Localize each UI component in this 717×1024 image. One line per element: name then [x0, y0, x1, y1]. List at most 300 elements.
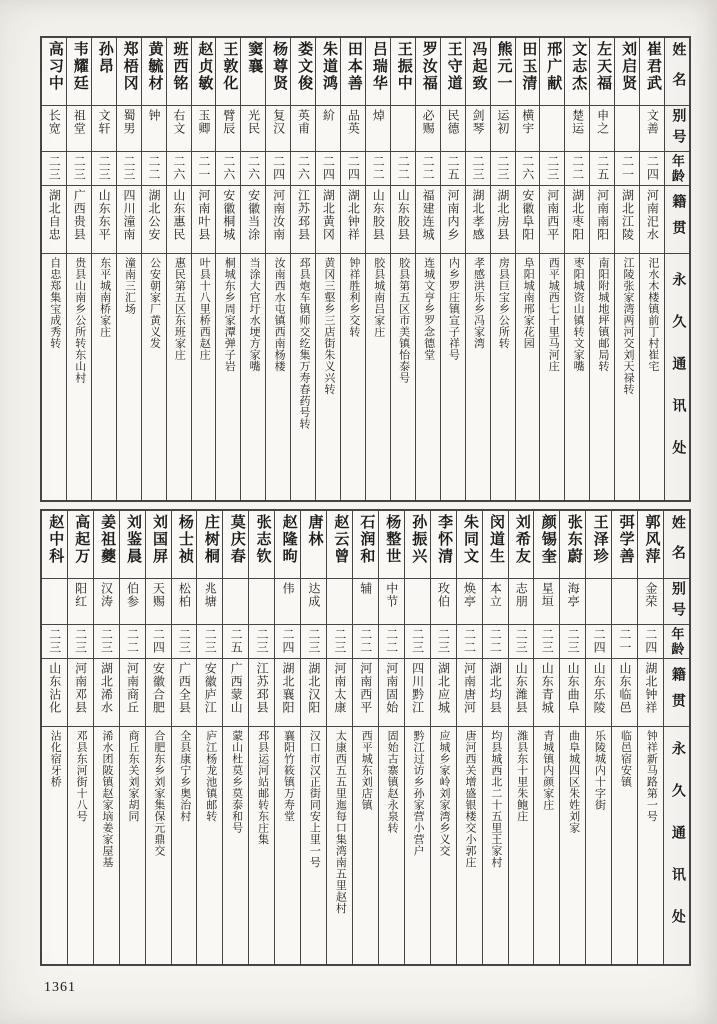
entry-native: 湖北公安: [146, 189, 161, 241]
entry-name: 田玉清: [520, 41, 537, 92]
entry-cell-address: [431, 727, 456, 964]
entry-cell-address: [457, 727, 482, 964]
entry-cell-alias: [534, 579, 559, 625]
entry-cell-alias: [291, 106, 315, 152]
entry-name: 杨尊贤: [271, 41, 288, 92]
entry-cell-alias: [341, 106, 365, 152]
column-header-address: 永久通讯处: [669, 740, 685, 951]
entry-column: [533, 511, 559, 964]
entry-cell-native: [379, 659, 404, 727]
entry-address: 均县城西北二十五里王家村: [489, 730, 502, 868]
entry-column: [42, 511, 67, 964]
entry-name: 张志钦: [254, 514, 271, 565]
entry-cell-native: [640, 186, 664, 254]
entry-cell-name: [466, 38, 490, 106]
entry-name: 韦耀廷: [71, 41, 88, 92]
entry-cell-name: [590, 38, 614, 106]
entry-address: 桐城东乡周家潭弹子岩: [223, 257, 236, 372]
entry-cell-alias: [516, 106, 540, 152]
entry-column: [240, 38, 265, 500]
entry-cell-alias: [67, 106, 91, 152]
entry-cell-native: [457, 659, 482, 727]
entry-name: 高习中: [46, 41, 63, 92]
entry-cell-name: [275, 511, 300, 579]
header-cell-name: [664, 511, 689, 579]
entry-column: [265, 38, 290, 500]
entry-name: 朱道鸿: [321, 41, 337, 92]
entry-name: 左天福: [595, 41, 612, 92]
entry-cell-address: [540, 254, 564, 500]
entry-age: 二四: [592, 628, 607, 654]
entry-cell-age: [167, 152, 191, 186]
entry-name: 窦襄: [246, 41, 263, 75]
entry-age: 二三: [99, 628, 114, 654]
entry-age: 二二: [146, 155, 161, 181]
entry-cell-age: [379, 625, 404, 659]
entry-cell-alias: [491, 106, 515, 152]
entry-cell-native: [94, 659, 119, 727]
entry-cell-age: [117, 152, 141, 186]
entry-age: 二四: [281, 628, 295, 654]
entry-alias: 焯: [371, 109, 386, 122]
entry-alias: 英甫: [296, 109, 311, 135]
entry-column: [614, 38, 639, 500]
entry-cell-native: [67, 186, 91, 254]
entry-column: [404, 511, 430, 964]
column-header-native: 籍贯: [670, 193, 686, 246]
entry-address: 汜水木楼镇前丁村崔宅: [646, 257, 659, 372]
entry-name: 邢广献: [545, 41, 562, 92]
entry-cell-alias: [586, 579, 611, 625]
entry-cell-native: [120, 659, 145, 727]
entry-cell-native: [301, 659, 326, 727]
entry-address: 枣阳城资山镇转文家嘴: [572, 257, 585, 372]
entry-native: 安徽庐江: [203, 662, 218, 714]
entry-name: 弭学善: [617, 514, 634, 565]
entry-address: 曲阜城四区朱姓刘家: [567, 730, 580, 834]
entry-cell-name: [42, 511, 67, 579]
entry-age: 二二: [125, 628, 140, 654]
entry-cell-native: [223, 659, 248, 727]
entry-name: 刘国屏: [150, 514, 167, 565]
entry-cell-name: [534, 511, 559, 579]
entry-cell-address: [216, 254, 240, 500]
entry-address: 房县巨宝乡公所转: [497, 257, 510, 349]
entry-cell-age: [491, 152, 515, 186]
entry-native: 河南太康: [332, 662, 347, 714]
entry-column: [171, 511, 197, 964]
entry-cell-alias: [431, 579, 456, 625]
entry-age: 二一: [617, 628, 632, 654]
entry-column: [248, 511, 274, 964]
entry-native: 湖北房县: [495, 189, 510, 241]
entry-cell-address: [516, 254, 540, 500]
entry-name: 吕瑞华: [370, 41, 387, 92]
entry-address: 胶县城南吕家庄: [372, 257, 385, 338]
entry-name: 郑梧冈: [121, 41, 138, 92]
entry-cell-alias: [366, 106, 390, 152]
entry-cell-native: [534, 659, 559, 727]
entry-native: 山东惠民: [171, 189, 186, 241]
entry-cell-age: [366, 152, 390, 186]
entry-cell-name: [249, 511, 274, 579]
entry-age: 二三: [470, 155, 485, 181]
entry-age: 二三: [410, 628, 425, 654]
header-cell-address: [665, 254, 689, 500]
entry-column: [390, 38, 415, 500]
entry-cell-alias: [590, 106, 614, 152]
entry-native: 湖北浠水: [99, 662, 114, 714]
entry-cell-age: [516, 152, 540, 186]
entry-address: 惠民第五区东班家庄: [173, 257, 186, 361]
entry-age: 二四: [346, 155, 361, 181]
entry-cell-native: [366, 186, 390, 254]
entry-column: [116, 38, 141, 500]
entry-column: [515, 38, 540, 500]
entry-cell-alias: [172, 579, 197, 625]
entry-cell-name: [172, 511, 197, 579]
entry-name: 刘希友: [513, 514, 530, 565]
entry-native: 湖北应城: [436, 662, 451, 714]
entry-cell-address: [327, 727, 352, 964]
entry-cell-name: [431, 511, 456, 579]
entry-age: 二三: [47, 628, 62, 654]
entry-cell-native: [416, 186, 440, 254]
entry-native: 湖北孝感: [470, 189, 485, 241]
entry-cell-name: [509, 511, 534, 579]
entry-cell-address: [42, 254, 66, 500]
entry-column: [340, 38, 365, 500]
entry-address: 沾化宿牙桥: [49, 730, 62, 788]
entry-cell-name: [516, 38, 540, 106]
entry-address: 西平城西七十里马河庄: [547, 257, 560, 372]
entry-cell-age: [612, 625, 637, 659]
entry-name: 娄文俊: [296, 41, 313, 92]
entry-native: 河南唐河: [462, 662, 477, 714]
entry-cell-age: [615, 152, 639, 186]
entry-cell-alias: [216, 106, 240, 152]
entry-column: [482, 511, 508, 964]
header-cell-age: [664, 625, 689, 659]
entry-cell-native: [146, 659, 171, 727]
entry-cell-name: [94, 511, 119, 579]
entry-alias: 必赐: [421, 109, 436, 135]
entry-name: 王守道: [445, 41, 462, 92]
entry-address: 邳县炮车镇师交纥集万寿春药号转: [297, 257, 310, 430]
entry-name: 田本善: [345, 41, 362, 92]
entry-column: [365, 38, 390, 500]
entry-native: 河南西平: [358, 662, 373, 714]
entry-name: 赵隆昫: [280, 514, 297, 565]
entry-name: 赵贞敏: [196, 41, 213, 92]
entry-cell-alias: [391, 106, 415, 152]
entry-native: 安徽阜阳: [520, 189, 535, 241]
entry-cell-native: [142, 186, 166, 254]
entry-alias: 光民: [246, 109, 261, 135]
entry-cell-native: [353, 659, 378, 727]
entry-name: 班西铭: [171, 41, 188, 92]
entry-name: 罗汝福: [420, 41, 437, 92]
entry-cell-address: [560, 727, 585, 964]
entry-column: [166, 38, 191, 500]
entry-age: 二五: [446, 155, 461, 181]
entry-address: 孝感洪乐乡冯家湾: [472, 257, 485, 349]
entry-cell-alias: [483, 579, 508, 625]
entry-address: 钟祥胜利乡交转: [347, 257, 360, 338]
entry-age: 二三: [72, 155, 87, 181]
entry-cell-native: [291, 186, 315, 254]
entry-cell-age: [353, 625, 378, 659]
column-header-address: 永久通讯处: [670, 272, 686, 482]
entry-cell-name: [92, 38, 116, 106]
entry-cell-address: [391, 254, 415, 500]
entry-column: [508, 511, 534, 964]
entry-address: 黄冈三壑乡三店街朱义兴转: [322, 257, 335, 395]
entry-alias: 运初: [495, 109, 510, 135]
entry-address: 商丘东关刘家胡同: [126, 730, 139, 822]
entry-cell-address: [241, 254, 265, 500]
entry-cell-native: [638, 659, 663, 727]
entry-age: 二三: [514, 628, 529, 654]
entry-alias: 伯参: [125, 582, 140, 608]
entry-name: 莫庆春: [228, 514, 245, 565]
entry-age: 二四: [151, 628, 166, 654]
entry-alias: 申之: [595, 109, 610, 135]
entry-native: 广西贵县: [72, 189, 87, 241]
entry-address: 邳县运河站邮转东庄集: [256, 730, 269, 845]
directory-table-top: [40, 36, 691, 502]
entry-address: 邓县东河街十八号: [75, 730, 88, 822]
entry-column: [378, 511, 404, 964]
entry-address: 内乡罗庄镇宣子祥号: [447, 257, 460, 361]
entry-cell-name: [586, 511, 611, 579]
entry-address: 连城文亨乡罗念德堂: [422, 257, 435, 361]
entry-cell-address: [612, 727, 637, 964]
entry-native: 山东潍县: [514, 662, 529, 714]
column-header-age: 年龄: [669, 626, 685, 657]
entry-name: 冯起致: [470, 41, 487, 92]
entry-cell-age: [457, 625, 482, 659]
entry-cell-native: [249, 659, 274, 727]
directory-table-bottom: [40, 509, 691, 966]
entry-name: 颜锡奎: [539, 514, 556, 565]
entry-cell-address: [223, 727, 248, 964]
entry-age: 二六: [221, 155, 236, 181]
entry-cell-native: [405, 659, 430, 727]
entry-native: 河南叶县: [196, 189, 211, 241]
entry-age: 二一: [620, 155, 635, 181]
entry-cell-alias: [640, 106, 664, 152]
entry-cell-address: [197, 727, 222, 964]
entry-cell-name: [457, 511, 482, 579]
entry-column: [66, 38, 91, 500]
entry-alias: 金荣: [643, 582, 658, 608]
entry-cell-native: [483, 659, 508, 727]
entry-cell-alias: [266, 106, 290, 152]
entry-cell-native: [172, 659, 197, 727]
entry-cell-address: [291, 254, 315, 500]
entry-cell-address: [586, 727, 611, 964]
entry-cell-native: [42, 659, 67, 727]
entry-name: 崔君武: [644, 41, 661, 92]
entry-native: 山东临邑: [617, 662, 632, 714]
entry-column: [191, 38, 216, 500]
entry-native: 河南西平: [545, 189, 560, 241]
entry-cell-alias: [466, 106, 490, 152]
header-cell-alias: [664, 579, 689, 625]
entry-column: [222, 511, 248, 964]
entry-cell-age: [441, 152, 465, 186]
entry-cell-native: [540, 186, 564, 254]
entry-cell-name: [197, 511, 222, 579]
entry-cell-address: [92, 254, 116, 500]
entry-cell-alias: [167, 106, 191, 152]
entry-alias: 志朋: [514, 582, 529, 608]
entry-cell-native: [241, 186, 265, 254]
entry-age: 二六: [296, 155, 311, 181]
entry-native: 安徽桐城: [221, 189, 236, 241]
entry-cell-native: [516, 186, 540, 254]
entry-address: 胶县第五区市美镇怡泰号: [397, 257, 410, 384]
entry-cell-address: [615, 254, 639, 500]
entry-cell-alias: [68, 579, 93, 625]
entry-age: 二四: [271, 155, 286, 181]
entry-cell-age: [560, 625, 585, 659]
entry-cell-address: [466, 254, 490, 500]
entry-cell-name: [120, 511, 145, 579]
entry-age: 二三: [545, 155, 560, 181]
header-cell-address: [664, 727, 689, 964]
entry-cell-native: [431, 659, 456, 727]
entry-cell-age: [120, 625, 145, 659]
entry-name: 姜祖夔: [99, 514, 116, 565]
entry-cell-age: [416, 152, 440, 186]
entry-alias: 玉卿: [196, 109, 211, 135]
entry-name: 刘启贤: [620, 41, 637, 92]
entry-native: 河南汜水: [645, 189, 660, 241]
entry-alias: 汉涛: [99, 582, 114, 608]
entry-cell-alias: [379, 579, 404, 625]
entry-age: 二二: [396, 155, 411, 181]
entry-age: 二三: [332, 628, 347, 654]
entry-alias: 祖堂: [72, 109, 87, 135]
entry-age: 二四: [645, 155, 660, 181]
entry-column: [637, 511, 663, 964]
entry-alias: 民德: [446, 109, 461, 135]
entry-name: 李怀清: [436, 514, 453, 565]
entry-cell-name: [67, 38, 91, 106]
entry-cell-native: [275, 659, 300, 727]
entry-cell-name: [391, 38, 415, 106]
entry-cell-native: [266, 186, 290, 254]
entry-cell-address: [441, 254, 465, 500]
entry-alias: 兆塘: [203, 582, 218, 608]
entry-column: [145, 511, 171, 964]
entry-alias: 伟: [281, 582, 295, 595]
entry-cell-native: [509, 659, 534, 727]
entry-cell-alias: [197, 579, 222, 625]
entry-address: 南阳附城地坪镇邮局转: [597, 257, 610, 372]
entry-alias: 本立: [488, 582, 503, 608]
entry-column: [290, 38, 315, 500]
entry-name: 闵道生: [487, 514, 504, 565]
entry-cell-name: [142, 38, 166, 106]
header-cell-age: [665, 152, 689, 186]
entry-column: [315, 38, 340, 500]
entry-address: 西平城东刘店镇: [360, 730, 373, 811]
entry-cell-name: [379, 511, 404, 579]
entry-cell-alias: [94, 579, 119, 625]
entry-cell-age: [197, 625, 222, 659]
entry-alias: 蜀男: [122, 109, 137, 135]
entry-address: 当涂大官圩水埂方家嘴: [248, 257, 261, 372]
entry-cell-age: [92, 152, 116, 186]
entry-cell-name: [491, 38, 515, 106]
entry-cell-alias: [416, 106, 440, 152]
entry-age: 二三: [255, 628, 270, 654]
entry-native: 江苏邳县: [296, 189, 311, 241]
entry-alias: 天赐: [151, 582, 166, 608]
entry-age: 二二: [421, 155, 436, 181]
entry-cell-name: [441, 38, 465, 106]
entry-column: [196, 511, 222, 964]
header-column: [663, 511, 689, 964]
entry-native: 山东胶县: [396, 189, 411, 241]
entry-cell-age: [590, 152, 614, 186]
entry-age: 二三: [203, 628, 218, 654]
entry-cell-name: [366, 38, 390, 106]
entry-name: 孙昂: [96, 41, 113, 75]
entry-cell-alias: [42, 106, 66, 152]
entry-age: 二二: [384, 628, 399, 654]
entry-age: 二六: [171, 155, 186, 181]
entry-address: 阜阳城南邢家花园: [522, 257, 535, 349]
entry-cell-alias: [146, 579, 171, 625]
entry-alias: 楚运: [570, 109, 585, 135]
entry-native: 河南邓县: [73, 662, 88, 714]
entry-cell-age: [291, 152, 315, 186]
entry-cell-age: [483, 625, 508, 659]
entry-cell-alias: [223, 579, 248, 625]
entry-cell-alias: [565, 106, 589, 152]
entry-cell-age: [275, 625, 300, 659]
entry-address: 全县康宁乡奥治村: [178, 730, 191, 822]
entry-alias: 阳红: [73, 582, 88, 608]
entry-cell-name: [416, 38, 440, 106]
entry-address: 钟祥新马路第一号: [645, 730, 658, 822]
entry-cell-age: [540, 152, 564, 186]
entry-name: 朱同文: [462, 514, 479, 565]
header-cell-native: [664, 659, 689, 727]
entry-age: 二一: [196, 155, 211, 181]
entry-cell-alias: [192, 106, 216, 152]
entry-alias: 文轩: [97, 109, 112, 135]
entry-column: [274, 511, 300, 964]
entry-age: 二三: [566, 628, 581, 654]
entry-address: 应城乡家岭刘家湾乡义交: [438, 730, 451, 857]
entry-cell-age: [466, 152, 490, 186]
entry-cell-alias: [509, 579, 534, 625]
entry-cell-age: [94, 625, 119, 659]
entry-cell-alias: [92, 106, 116, 152]
entry-address: 公安朝家厂黄义发: [148, 257, 161, 349]
entry-address: 临邑宿安镇: [619, 730, 632, 788]
entry-age: 二二: [488, 628, 503, 654]
entry-cell-name: [42, 38, 66, 106]
entry-native: 湖北汉阳: [306, 662, 321, 714]
entry-native: 安徽合肥: [151, 662, 166, 714]
entry-cell-age: [565, 152, 589, 186]
